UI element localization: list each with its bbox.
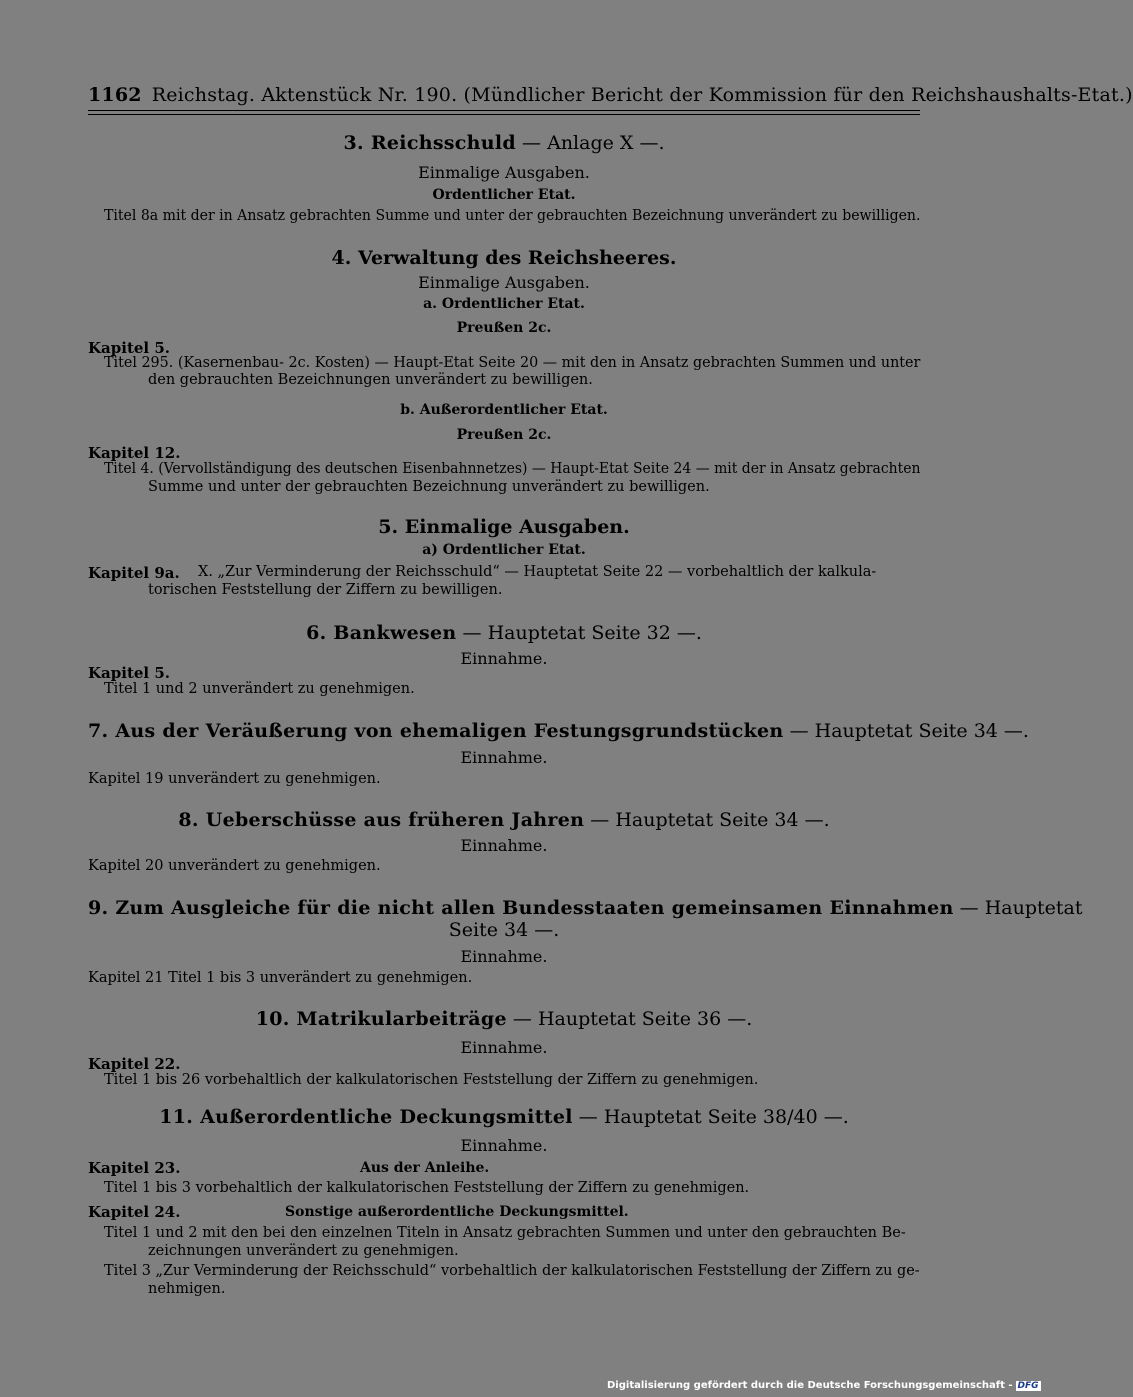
digitization-footer — [607, 1380, 1041, 1391]
section-3-sub2: Ordentlicher Etat. — [432, 187, 576, 203]
section-4-sub-b: b. Außerordentlicher Etat. — [400, 402, 608, 418]
section-7-line1: Kapitel 19 unverändert zu genehmigen. — [88, 771, 381, 787]
section-4-k5-line2: den gebrauchten Bezeichnungen unverändert zu bewilligen. — [148, 372, 593, 388]
section-3-sub: Einmalige Ausgaben. — [418, 163, 590, 182]
section-11-k24-line3: Titel 3 „Zur Verminderung der Reichsschuld“ vorbehaltlich der kalkulatorischen Feststellung der Ziffern zu ge- — [104, 1263, 920, 1279]
section-5-line2: torischen Feststellung der Ziffern zu bewilligen. — [148, 582, 503, 598]
section-7-sub: Einnahme. — [460, 748, 548, 767]
section-8-heading: 8. Ueberschüsse aus früheren Jahren — Hauptetat Seite 34 —. — [178, 809, 830, 831]
section-10-kapitel-22: Kapitel 22. — [88, 1055, 181, 1073]
section-6-kapitel-5: Kapitel 5. — [88, 664, 170, 682]
header-rule-top — [88, 110, 920, 111]
running-title: Reichstag. Aktenstück Nr. 190. (Mündlicher Bericht der Kommission für den Reichshaushalts-Etat.) — [151, 84, 1133, 106]
section-8-sub: Einnahme. — [460, 836, 548, 855]
section-4-kapitel-5: Kapitel 5. — [88, 339, 170, 357]
section-3-text: Titel 8a mit der in Ansatz gebrachten Summe und unter der gebrauchten Bezeichnung unverändert zu bewilligen. — [104, 208, 921, 224]
section-5-sub-a: a) Ordentlicher Etat. — [422, 542, 586, 558]
section-11-k24-line1: Titel 1 und 2 mit den bei den einzelnen Titeln in Ansatz gebrachten Summen und unter den gebrauchten Be- — [104, 1225, 906, 1241]
footer-text: Digitalisierung gefördert durch die Deutsche Forschungsgemeinschaft - — [607, 1380, 1013, 1391]
section-11-k24-line2: zeichnungen unverändert zu genehmigen. — [148, 1243, 459, 1259]
section-4-k5-line1: Titel 295. (Kasernenbau- 2c. Kosten) — Haupt-Etat Seite 20 — mit den in Ansatz gebrachten Summen und unter — [104, 355, 921, 371]
running-header — [88, 84, 1133, 106]
section-4-preussen-1: Preußen 2c. — [456, 320, 552, 336]
section-3-heading: 3. Reichsschuld — Anlage X —. — [343, 132, 665, 154]
section-11-kapitel-23: Kapitel 23. — [88, 1159, 181, 1177]
section-5-kapitel-9a: Kapitel 9a. — [88, 564, 180, 582]
section-7-heading: 7. Aus der Veräußerung von ehemaligen Festungsgrundstücken — Hauptetat Seite 34 —. — [88, 720, 1029, 742]
section-11-k24-label: Sonstige außerordentliche Deckungsmittel. — [285, 1204, 629, 1220]
section-11-heading: 11. Außerordentliche Deckungsmittel — Hauptetat Seite 38/40 —. — [159, 1106, 849, 1128]
section-6-heading: 6. Bankwesen — Hauptetat Seite 32 —. — [306, 622, 702, 644]
section-4-sub-a: a. Ordentlicher Etat. — [423, 296, 585, 312]
section-4-k12-line2: Summe und unter der gebrauchten Bezeichnung unverändert zu bewilligen. — [148, 479, 710, 495]
section-10-line1: Titel 1 bis 26 vorbehaltlich der kalkulatorischen Feststellung der Ziffern zu genehmigen. — [104, 1072, 759, 1088]
section-10-heading: 10. Matrikularbeiträge — Hauptetat Seite 36 —. — [255, 1008, 753, 1030]
section-4-preussen-2: Preußen 2c. — [456, 427, 552, 443]
section-9-sub: Einnahme. — [460, 947, 548, 966]
section-11-sub: Einnahme. — [460, 1136, 548, 1155]
section-11-k23-line1: Titel 1 bis 3 vorbehaltlich der kalkulatorischen Feststellung der Ziffern zu genehmigen. — [104, 1180, 750, 1196]
section-9-heading: 9. Zum Ausgleiche für die nicht allen Bundesstaaten gemeinsamen Einnahmen — Hauptetat — [88, 897, 1083, 919]
section-11-kapitel-24: Kapitel 24. — [88, 1203, 181, 1221]
section-10-sub: Einnahme. — [460, 1038, 548, 1057]
section-5-heading: 5. Einmalige Ausgaben. — [378, 516, 630, 538]
section-8-line1: Kapitel 20 unverändert zu genehmigen. — [88, 858, 381, 874]
section-5-line1: X. „Zur Verminderung der Reichsschuld“ — Hauptetat Seite 22 — vorbehaltlich der kalkula- — [198, 564, 877, 580]
page-number: 1162 — [88, 84, 142, 106]
section-4-k12-line1: Titel 4. (Vervollständigung des deutschen Eisenbahnnetzes) — Haupt-Etat Seite 24 — mit der in Ansatz gebrachten — [104, 461, 921, 477]
section-6-line1: Titel 1 und 2 unverändert zu genehmigen. — [104, 681, 415, 697]
section-11-k23-label: Aus der Anleihe. — [360, 1160, 490, 1176]
section-9-line1: Kapitel 21 Titel 1 bis 3 unverändert zu genehmigen. — [88, 970, 473, 986]
section-11-k24-line4: nehmigen. — [148, 1281, 226, 1297]
section-4-kapitel-12: Kapitel 12. — [88, 444, 181, 462]
section-4-sub: Einmalige Ausgaben. — [418, 273, 590, 292]
section-4-heading: 4. Verwaltung des Reichsheeres. — [331, 247, 677, 269]
section-6-sub: Einnahme. — [460, 649, 548, 668]
section-9-heading-line2: Seite 34 —. — [448, 919, 560, 941]
dfg-logo: DFG — [1017, 1381, 1039, 1391]
header-rule-bottom — [88, 114, 920, 115]
